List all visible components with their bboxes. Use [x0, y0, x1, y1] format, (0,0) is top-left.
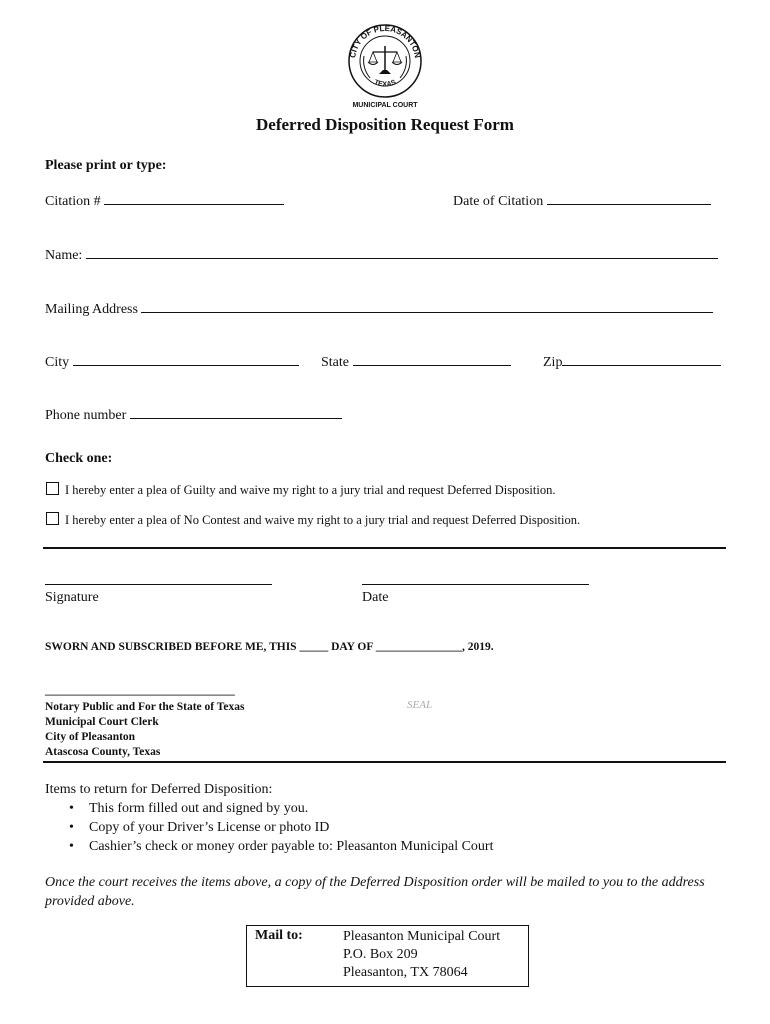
address-line: Pleasanton, TX 78064 — [343, 965, 468, 980]
citation-label: Citation # — [45, 194, 101, 209]
date-label: Date — [362, 590, 389, 605]
list-item: • Cashier’s check or money order payable to: Pleasanton Municipal Court — [45, 837, 493, 856]
plea-guilty-checkbox[interactable] — [46, 482, 59, 495]
plea-no-contest-option[interactable] — [46, 512, 580, 528]
mailing-address-field[interactable] — [45, 300, 713, 318]
phone-label: Phone number — [45, 408, 127, 423]
plea-no-contest-text: I hereby enter a plea of No Contest and waive my right to a jury trial and request Deferred Disposition. — [65, 513, 581, 527]
return-items-list — [45, 799, 493, 856]
list-item: • This form filled out and signed by you. — [45, 799, 493, 818]
list-item: • Copy of your Driver’s License or photo ID — [45, 818, 493, 837]
citation-blank[interactable] — [104, 192, 284, 205]
address-line: Pleasanton Municipal Court — [343, 929, 501, 944]
state-blank[interactable] — [353, 353, 511, 366]
mail-to-label: Mail to: — [255, 928, 303, 943]
plea-no-contest-checkbox[interactable] — [46, 512, 59, 525]
date-of-citation-field[interactable] — [453, 192, 711, 210]
mail-to-address — [343, 928, 500, 982]
city-seal-logo — [346, 22, 424, 109]
name-blank[interactable] — [86, 246, 718, 259]
plea-guilty-option[interactable] — [46, 482, 555, 498]
return-items-heading: Items to return for Deferred Disposition: — [45, 782, 273, 797]
zip-field[interactable] — [543, 353, 721, 371]
plea-guilty-text: I hereby enter a plea of Guilty and waive my right to a jury trial and request Deferred Disposition. — [65, 483, 556, 497]
state-field[interactable] — [321, 353, 511, 371]
date-of-citation-label: Date of Citation — [453, 194, 544, 209]
name-field[interactable] — [45, 246, 718, 264]
notary-line: Atascosa County, Texas — [45, 746, 161, 758]
state-label: State — [321, 355, 349, 370]
phone-blank[interactable] — [130, 406, 342, 419]
name-label: Name: — [45, 248, 83, 263]
section-divider-bottom — [43, 761, 726, 763]
mailing-note: Once the court receives the items above, a copy of the Deferred Disposition order will be mailed to you to the address provided above. — [45, 875, 705, 909]
citation-field[interactable] — [45, 192, 284, 210]
date-of-citation-blank[interactable] — [547, 192, 711, 205]
seal-placeholder: SEAL — [407, 699, 433, 711]
sworn-statement: SWORN AND SUBSCRIBED BEFORE ME, THIS _____ DAY OF _______________, 2019. — [45, 641, 494, 653]
signature-label: Signature — [45, 590, 99, 605]
svg-text:TEXAS — [373, 79, 397, 88]
address-line: P.O. Box 209 — [343, 947, 418, 962]
seal-graphic — [346, 22, 424, 100]
signature-line[interactable] — [45, 584, 272, 585]
zip-blank[interactable] — [562, 353, 721, 366]
check-one-heading: Check one: — [45, 451, 113, 466]
notary-line: City of Pleasanton — [45, 731, 136, 743]
city-field[interactable] — [45, 353, 299, 371]
seal-ring-bottom-text: TEXAS — [372, 79, 398, 89]
seal-ring-top-text: CITY OF PLEASANTON — [348, 23, 422, 59]
city-blank[interactable] — [73, 353, 299, 366]
section-divider-top — [43, 547, 726, 549]
mailing-address-blank[interactable] — [141, 300, 713, 313]
logo-caption: MUNICIPAL COURT — [352, 102, 418, 109]
notary-line: Municipal Court Clerk — [45, 716, 159, 728]
notary-signature-line[interactable]: _________________________________ — [45, 685, 235, 697]
phone-field[interactable] — [45, 406, 342, 424]
city-label: City — [45, 355, 70, 370]
print-instruction: Please print or type: — [45, 158, 167, 173]
mail-to-box — [246, 925, 529, 987]
date-line[interactable] — [362, 584, 589, 585]
notary-block — [45, 700, 244, 760]
zip-label: Zip — [543, 355, 563, 370]
notary-line: Notary Public and For the State of Texas — [45, 701, 245, 713]
form-title: Deferred Disposition Request Form — [256, 115, 514, 134]
mailing-address-label: Mailing Address — [45, 302, 138, 317]
